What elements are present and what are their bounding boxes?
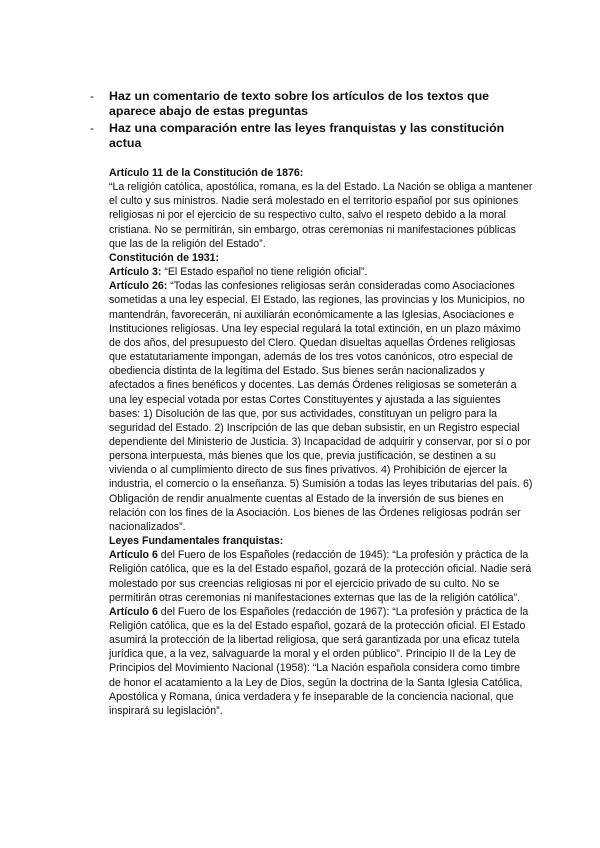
- article-6-1945: [109, 548, 533, 605]
- heading-1876: Artículo 11 de la Constitución de 1876:: [109, 167, 304, 179]
- article-6-1945-text: del Fuero de los Españoles (redacción de 1945): “La profesión y práctica de la Religión católica, que es la del Estado español, gozará de la protección oficial. Nadie será molestado por sus creencias religiosas ni por el ejercicio privado de su culto. No se permitirán otras ceremonias ni manifestaciones externas que las de la religión católica”.: [109, 549, 532, 604]
- heading-1931: Constitución de 1931:: [109, 251, 220, 264]
- article-6-1967-text: del Fuero de los Españoles (redacción de 1967): “La profesión y práctica de la Religión católica, que es la del Estado español, gozará de la protección oficial. El Estado asumirá la protección de la libertad religiosa, que será garantizada por una eficaz tutela jurídica que, a la vez, salvaguarde la moral y el orden público”. Principio II de la Ley de Principios del Movimiento Nacional (1958): “La Nación española considera como timbre de honor el acatamiento a la Ley de Dios, según la doctrina de la Santa Iglesia Católica, Apostólica y Romana, única verdadera y fe inseparable de la conciencia nacional, que inspirará su legislación”.: [109, 605, 529, 717]
- question-text: Haz una comparación entre las leyes franquistas y las constitución actua: [109, 120, 505, 151]
- heading-franquistas: Leyes Fundamentales franquistas:: [109, 535, 284, 548]
- question-item: [90, 121, 530, 152]
- article-6-1967: [109, 605, 533, 718]
- document-body: [109, 166, 533, 718]
- question-item: [90, 89, 530, 120]
- article-6-1967-label: Artículo 6: [109, 605, 158, 618]
- bullet-dash: -: [90, 89, 95, 103]
- article-3-label: Artículo 3:: [109, 266, 162, 279]
- article-26-text: “Todas las confesiones religiosas serán consideradas como Asociaciones sometidas a una ley especial. El Estado, las regiones, las provincias y los Municipios, no mantendrán, favorecerán, ni auxiliarán económicamente a las Iglesias, Asociaciones e Instituciones religiosas. Una ley especial regulará la total extinción, en un plazo máximo de dos años, del presupuesto del Clero. Quedan disueltas aquellas Órdenes religiosas que estatutariamente impongan, además de los tres votos canónicos, otro especial de obediencia distinta de la legítima del Estado. Sus bienes serán nacionalizados y afectados a fines benéficos y docentes. Las demás Órdenes religiosas se someterán a una ley especial votada por estas Cortes Constituyentes y ajustada a las siguientes bases: 1) Disolución de las que, por sus actividades, constituyan un peligro para la seguridad del Estado. 2) Inscripción de las que deban subsistir, en un Registro especial dependiente del Ministerio de Justicia. 3) Incapacidad de adquirir y conservar, por sí o por persona interpuesta, más bienes que los que, previa justificación, se destinen a su vivienda o al cumplimiento directo de sus fines privativos. 4) Prohibición de ejercer la industria, el comercio o la enseñanza. 5) Sumisión a todas las leyes tributarias del país. 6) Obligación de rendir anualmente cuentas al Estado de la inversión de sus bienes en relación con los fines de la Asociación. Los bienes de las Órdenes religiosas podrán ser nacionalizados”.: [109, 280, 533, 533]
- text-1876: “La religión católica, apostólica, romana, es la del Estado. La Nación se obliga a mantener el culto y sus ministros. Nadie será molestado en el territorio español por sus opiniones religiosas ni por el ejercicio de su respectivo culto, salvo el respeto debido a la moral cristiana. No se permitirán, sin embargo, otras ceremonias ni manifestaciones públicas que las de la religión del Estado”.: [109, 181, 533, 250]
- article-26-1931: [109, 279, 533, 534]
- article-26-label: Artículo 26:: [109, 280, 168, 293]
- question-text: Haz un comentario de texto sobre los artículos de los textos que aparece abajo de estas preguntas: [109, 89, 490, 119]
- article-3-1931: [109, 265, 533, 279]
- question-list: [90, 89, 530, 153]
- bullet-dash: -: [90, 120, 95, 135]
- article-6-1945-label: Artículo 6: [109, 549, 158, 562]
- article-3-text: “El Estado español no tiene religión oficial”.: [161, 266, 368, 279]
